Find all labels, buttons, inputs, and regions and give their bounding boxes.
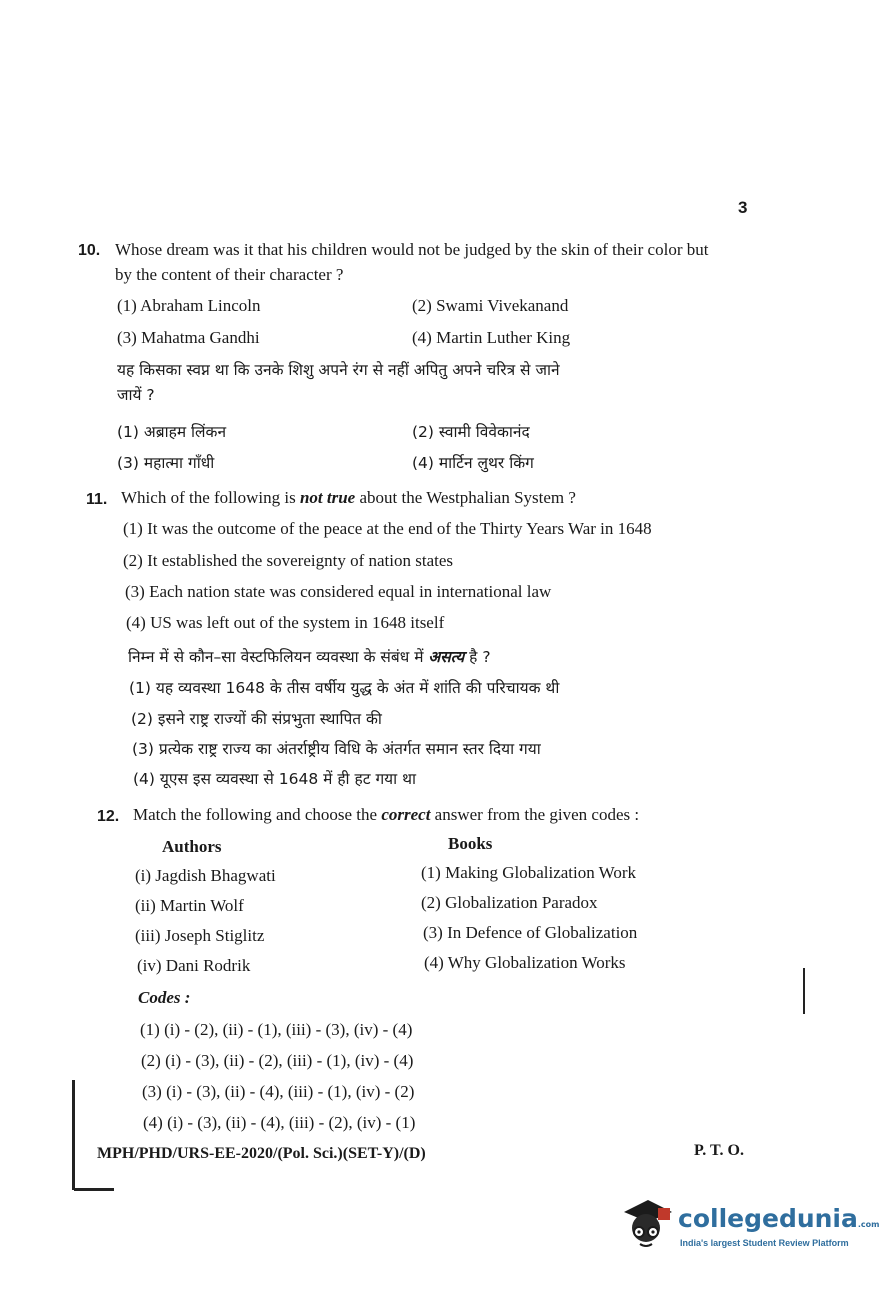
option-4: (4) US was left out of the system in 1648 itself <box>126 613 445 632</box>
hindi-question-line-1: यह किसका स्वप्न था कि उनके शिशु अपने रंग से नहीं अपितु अपने चरित्र से जाने <box>117 361 560 379</box>
option-2: (2) Swami Vivekanand <box>412 296 569 315</box>
author-iii: (iii) Joseph Stiglitz <box>135 926 265 945</box>
author-iv: (iv) Dani Rodrik <box>137 956 251 975</box>
question-stem: Match the following and choose the correct answer from the given codes : <box>133 805 640 824</box>
code-option-1: (1) (i) - (2), (ii) - (1), (iii) - (3), (iv) - (4) <box>140 1020 413 1039</box>
paper-code: MPH/PHD/URS-EE-2020/(Pol. Sci.)(SET-Y)/(D) <box>97 1145 426 1162</box>
collegedunia-watermark <box>618 1198 880 1258</box>
question-text-line-1: Whose dream was it that his children would not be judged by the skin of their color but <box>115 240 709 259</box>
option-2: (2) It established the sovereignty of nation states <box>123 551 453 570</box>
hindi-option-1: (1) यह व्यवस्था 1648 के तीस वर्षीय युद्ध के अंत में शांति की परिचायक थी <box>129 679 560 697</box>
author-ii: (ii) Martin Wolf <box>135 896 244 915</box>
book-2: (2) Globalization Paradox <box>421 893 598 912</box>
option-1: (1) Abraham Lincoln <box>117 296 261 315</box>
hindi-option-3: (3) महात्मा गाँधी <box>117 454 215 472</box>
question-text-line-2: by the content of their character ? <box>115 265 344 284</box>
hindi-option-3: (3) प्रत्येक राष्ट्र राज्य का अंतर्राष्ट्रीय विधि के अंतर्गत समान स्तर दिया गया <box>132 740 541 758</box>
code-option-3: (3) (i) - (3), (ii) - (4), (iii) - (1), (iv) - (2) <box>142 1082 415 1101</box>
student-mascot-icon <box>618 1198 674 1258</box>
hindi-option-4: (4) मार्टिन लुथर किंग <box>412 454 534 472</box>
question-number: 12. <box>97 808 120 825</box>
authors-header: Authors <box>162 837 222 856</box>
hindi-question-line-2: जायें ? <box>117 386 155 404</box>
hindi-option-2: (2) इसने राष्ट्र राज्यों की संप्रभुता स्थापित की <box>131 710 382 728</box>
hindi-option-2: (2) स्वामी विवेकानंद <box>412 423 530 441</box>
book-3: (3) In Defence of Globalization <box>423 923 638 942</box>
codes-label: Codes : <box>138 988 191 1007</box>
code-option-2: (2) (i) - (3), (ii) - (2), (iii) - (1), (iv) - (4) <box>141 1051 414 1070</box>
code-option-4: (4) (i) - (3), (ii) - (4), (iii) - (2), (iv) - (1) <box>143 1113 416 1132</box>
page-number: 3 <box>738 198 748 217</box>
scan-bottom-mark <box>74 1188 114 1191</box>
hindi-option-4: (4) यूएस इस व्यवस्था से 1648 में ही हट गया था <box>133 770 417 788</box>
option-1: (1) It was the outcome of the peace at the end of the Thirty Years War in 1648 <box>123 519 652 538</box>
books-header: Books <box>448 834 493 853</box>
option-4: (4) Martin Luther King <box>412 328 571 347</box>
book-1: (1) Making Globalization Work <box>421 863 637 882</box>
book-4: (4) Why Globalization Works <box>424 953 626 972</box>
question-stem: Which of the following is not true about the Westphalian System ? <box>121 488 576 507</box>
option-3: (3) Mahatma Gandhi <box>117 328 260 347</box>
brand-tagline: India's largest Student Review Platform <box>680 1238 849 1248</box>
question-number: 10. <box>78 242 101 259</box>
question-number: 11. <box>86 491 108 508</box>
brand-name: collegedunia.com <box>678 1204 880 1233</box>
scan-margin-line <box>72 1080 75 1190</box>
option-3: (3) Each nation state was considered equal in international law <box>125 582 552 601</box>
scan-right-mark <box>803 968 805 1014</box>
pto-label: P. T. O. <box>694 1142 744 1159</box>
author-i: (i) Jagdish Bhagwati <box>135 866 276 885</box>
hindi-option-1: (1) अब्राहम लिंकन <box>117 423 227 441</box>
hindi-question-stem: निम्न में से कौन–सा वेस्टफिलियन व्यवस्था के संबंध में असत्य है ? <box>128 648 491 666</box>
